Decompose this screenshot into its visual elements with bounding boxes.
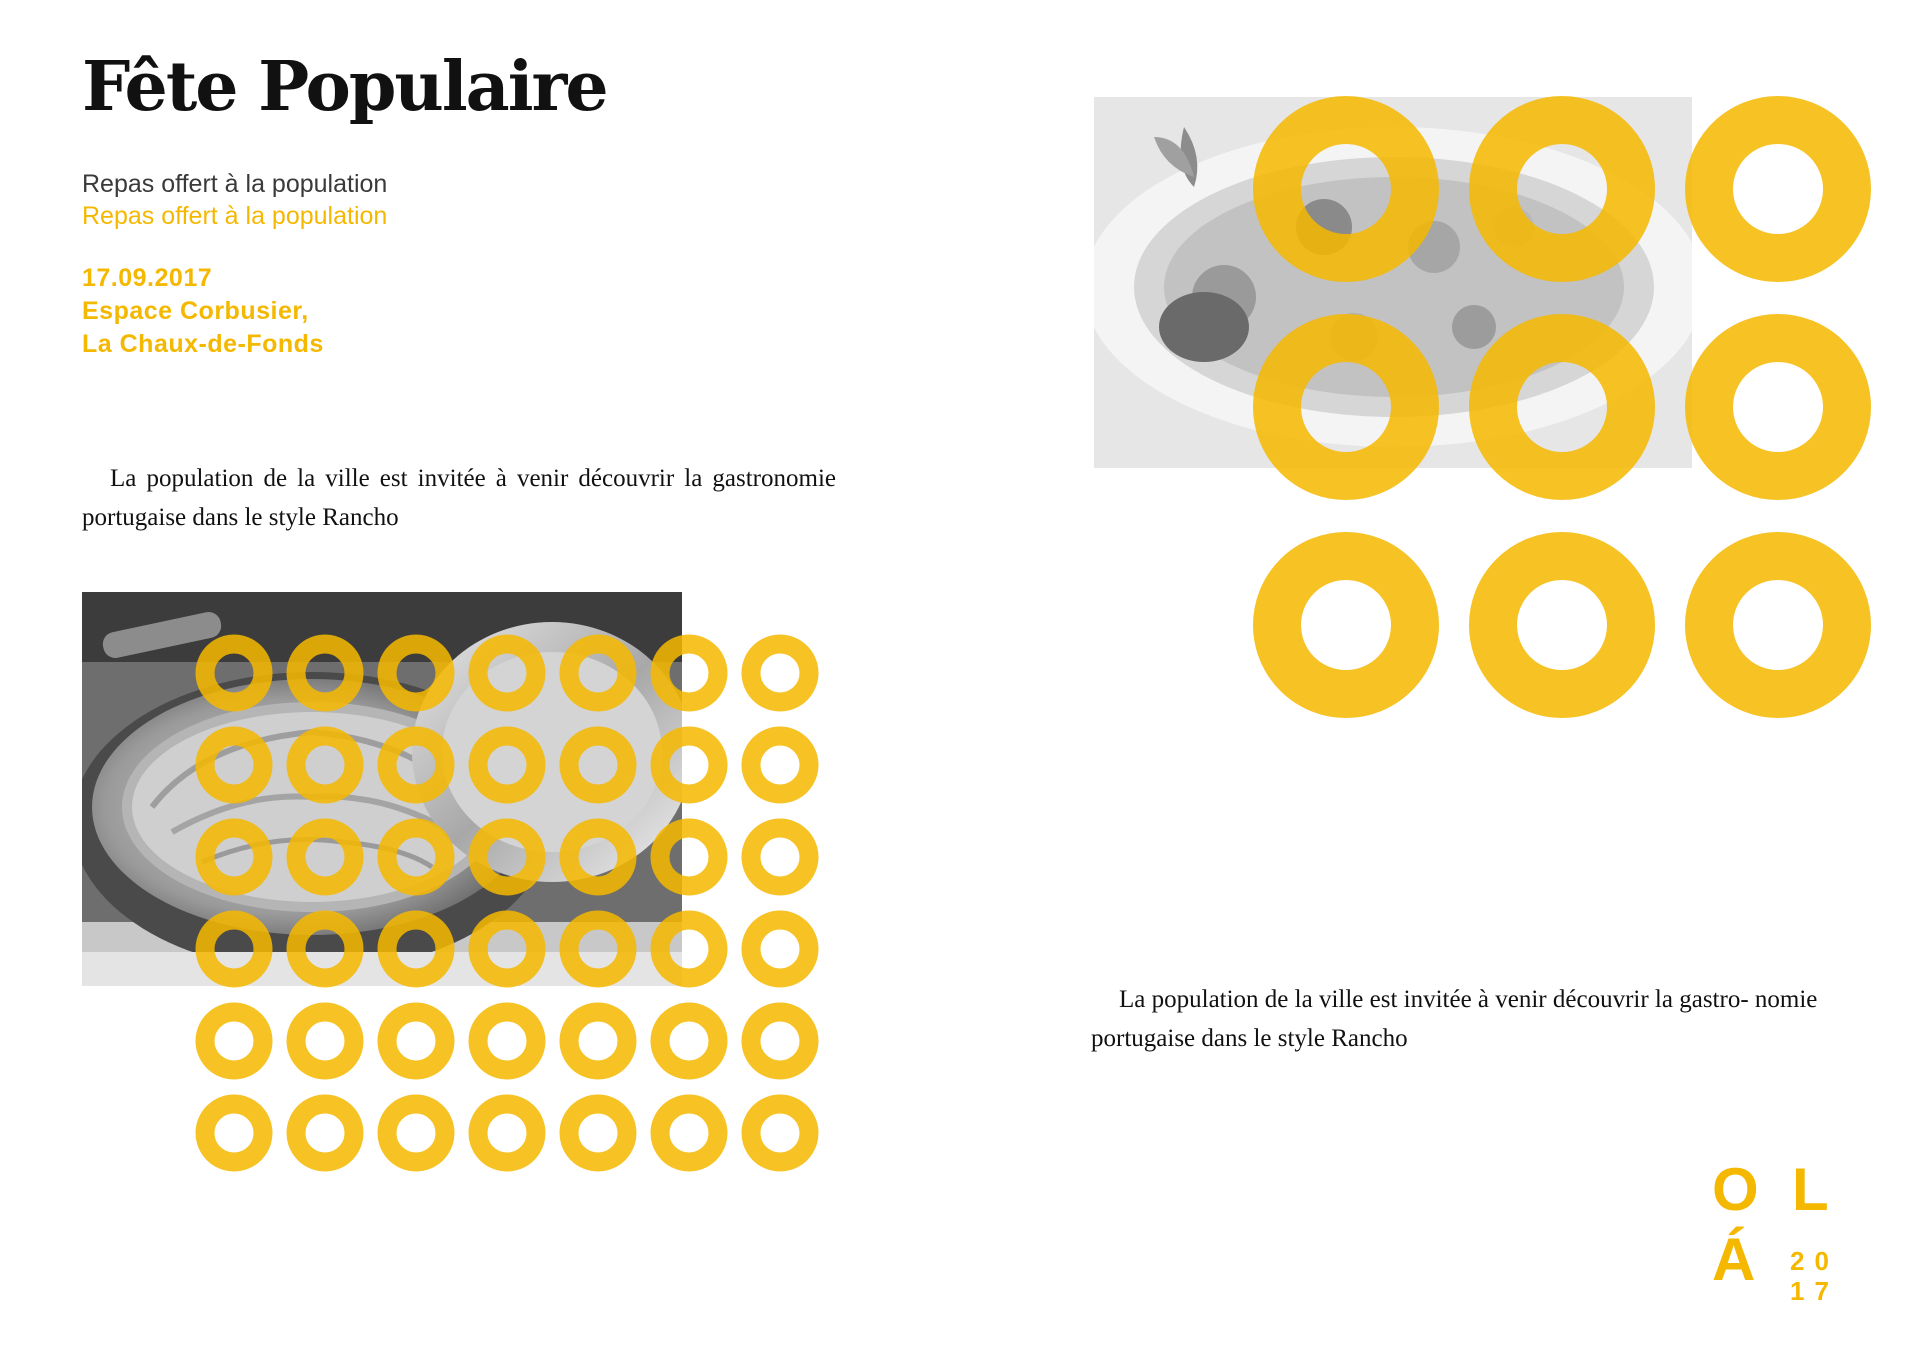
small-ring [387,1104,445,1162]
small-ring [751,1104,809,1162]
small-ring [296,1104,354,1162]
large-ring [1709,338,1847,476]
event-venue-line2: La Chaux-de-Fonds [82,330,324,358]
small-ring [660,1012,718,1070]
logo-letter-l: L [1792,1156,1829,1223]
right-food-photo [1094,97,1692,468]
logo-year-top: 20 [1790,1246,1839,1276]
logo-letter-a: Á [1712,1226,1756,1293]
subtitle-dark: Repas offert à la population [82,170,388,198]
small-ring [569,1012,627,1070]
small-ring [478,1012,536,1070]
small-ring [478,1104,536,1162]
page-title: Fête Populaire [82,47,607,127]
small-ring [751,1012,809,1070]
small-ring [751,920,809,978]
logo-year-bottom: 17 [1790,1276,1839,1306]
large-ring [1493,556,1631,694]
large-ring [1277,556,1415,694]
body-paragraph-right: La population de la ville est invitée à venir découvrir la gastro- nomie portugaise dans le style Rancho [1091,986,1818,1052]
small-ring [205,1012,263,1070]
large-ring [1709,556,1847,694]
subtitle-gold: Repas offert à la population [82,202,388,230]
small-ring [387,1012,445,1070]
small-ring [660,1104,718,1162]
small-ring [751,644,809,702]
small-ring [205,1104,263,1162]
event-date: 17.09.2017 [82,264,213,292]
left-food-photo [82,592,682,986]
small-ring [751,828,809,886]
event-venue-line1: Espace Corbusier, [82,297,309,325]
ola-2017-logo [1712,1156,1852,1306]
small-ring [296,1012,354,1070]
logo-letter-o: O [1712,1156,1759,1223]
body-paragraph-left: La population de la ville est invitée à venir découvrir la gastronomie portugaise dans le style Rancho [82,465,836,531]
large-ring [1709,120,1847,258]
event-info [82,262,324,361]
small-ring [751,736,809,794]
small-ring [569,1104,627,1162]
